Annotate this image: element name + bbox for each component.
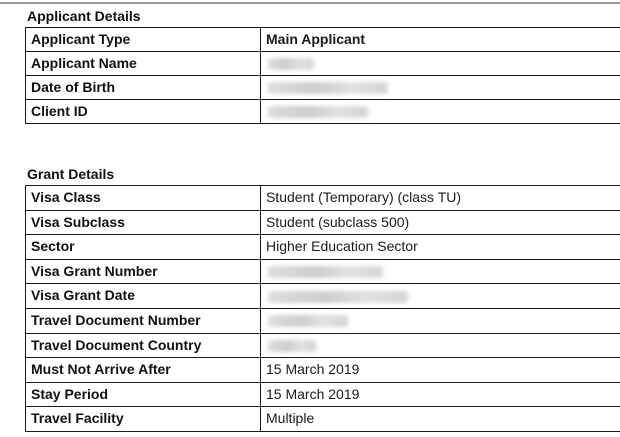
row-value: Multiple [261, 407, 620, 432]
table-row [26, 308, 620, 333]
table-row [26, 382, 620, 407]
applicant-details-heading: Applicant Details [27, 8, 141, 24]
row-label: Applicant Name [26, 52, 261, 76]
redacted-value [261, 52, 620, 76]
redacted-value [261, 76, 620, 100]
table-row [26, 186, 620, 211]
table-row [26, 76, 620, 100]
row-value: 15 March 2019 [261, 358, 620, 383]
table-row [26, 210, 620, 235]
table-row [26, 28, 620, 52]
row-label: Visa Grant Date [26, 284, 261, 309]
top-divider [0, 2, 620, 4]
row-value: Main Applicant [261, 28, 620, 52]
row-value: Student (subclass 500) [261, 210, 620, 235]
redacted-value [261, 308, 620, 333]
row-label: Must Not Arrive After [26, 358, 261, 383]
table-row [26, 52, 620, 76]
table-row [26, 407, 620, 432]
row-label: Client ID [26, 100, 261, 124]
table-row [26, 235, 620, 260]
redacted-value [261, 333, 620, 358]
row-value: 15 March 2019 [261, 382, 620, 407]
row-label: Sector [26, 235, 261, 260]
row-value: Student (Temporary) (class TU) [261, 186, 620, 211]
table-row [26, 333, 620, 358]
redacted-value [261, 100, 620, 124]
row-label: Visa Class [26, 186, 261, 211]
row-label: Stay Period [26, 382, 261, 407]
table-row [26, 358, 620, 383]
grant-details-heading: Grant Details [27, 166, 115, 182]
row-label: Travel Facility [26, 407, 261, 432]
redacted-value [261, 284, 620, 309]
row-label: Travel Document Number [26, 308, 261, 333]
grant-details-table [25, 185, 620, 432]
table-row [26, 259, 620, 284]
table-row [26, 284, 620, 309]
row-label: Visa Grant Number [26, 259, 261, 284]
row-label: Applicant Type [26, 28, 261, 52]
redacted-value [261, 259, 620, 284]
row-label: Travel Document Country [26, 333, 261, 358]
table-row [26, 100, 620, 124]
row-label: Visa Subclass [26, 210, 261, 235]
applicant-details-table [25, 27, 620, 124]
row-label: Date of Birth [26, 76, 261, 100]
row-value: Higher Education Sector [261, 235, 620, 260]
